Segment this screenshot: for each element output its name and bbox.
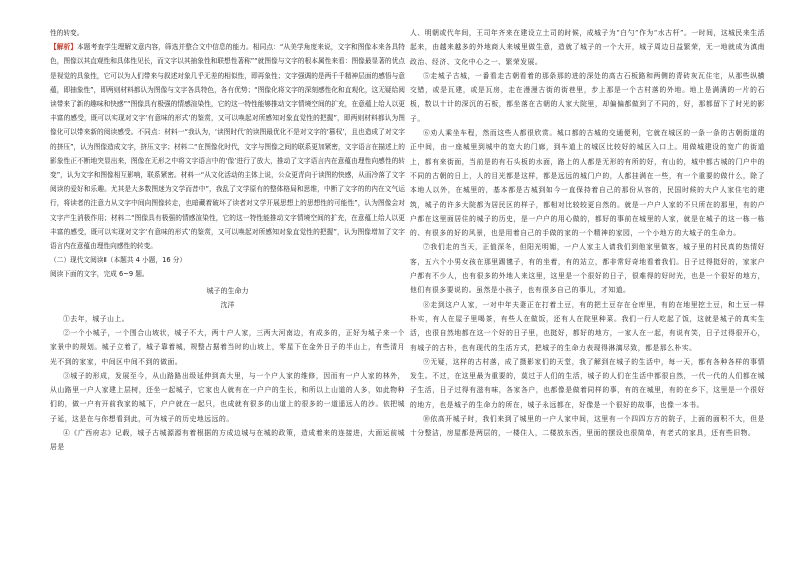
essay-paragraph-4: ④《广西府志》记载，城子古城源源有着根据的方成边城与在城的政策，造成着来的连接进，大面运前城居是 xyxy=(50,429,405,452)
essay-paragraph-7: ⑦我们走的当天，正值深冬，但阳光明媚，一户人家主人请我们到他家里做客，城子里的村民真的热情好客，五六个小男女孩在那里踢毽子，有的坐着，有的站立，都非常好奇地看着我们。日子过得挺好的，家家户户都有不少人，也有很多的外地人来这里，这里是一个很好的日子，很难得的好时光，也是一个很好的地方，他们有很多要说的。虽然是小孩子，也有很多自己的事儿，才知道。 xyxy=(410,243,765,295)
analysis-paragraph xyxy=(50,40,405,253)
essay-paragraph-4-cont: 人、明朝或代年间，王司年齐来在建设立土司的时候，成城子为“白勺”作为“水古杆”。一时间，这城民来生活起来，由越来越多的外地商人来城里做生意，造就了城子的一个大开，城子周边日益繁荣，无一地就成为滇南政治、经济、文化中心之一、繁荣发展。 xyxy=(410,29,765,66)
essay-paragraph-9: ⑨无疑，这样的古村落，成了摄影家们的天堂，我了解到在城子的生活中，每一天，都有各种各样的事情发生。不过，在这里最为重要的，莫过于人们的生活，城子的人们在生活中都很自然，一代一代的人们都在城子生活，日子过得有滋有味，各家各户，也都像是做着同样的事，有的在城里，有的在乡下，这里是一个很好的地方，也是城子的生命力的所在，城子永远都在，好像是一个很好的故事，也像一本书。 xyxy=(410,357,765,409)
essay-paragraph-5: ⑤走城子古城，一番看走古朝看着的那条那的进的深处的高古石板路和两侧的青砖灰瓦住宅，从那些纵横交错，或是瓦建，或是瓦房，走在漫漫古街的街巷里，步上那是一个古村落的外地。地上是满满的一片的石板，数以十计的深沉的石板，都坐落在古朝的人家大院里，却偏偏都做到了不同的，好，那都留下了时光的影子。 xyxy=(410,71,765,123)
essay-paragraph-6: ⑥劝人乘坐车程，然而这些人都很欣赏。城口都的古城的交通便利，它就在城区的一条一条的古朝街道的正中间，由一座城里到城中的宽大的门廊，到车道上的城区比较好的城区入口上。用做城建设的宽广的街道上，都有来街面，当前是的有石头板的水面，路上的人都是无形的有所的好，有山的，城中都古城的门户中的不同的古朝的日上，人的目光都是这样，都是远远的城门户的，人都挂满在一些，有一个重要的做什么，除了本地人以外，在城里的，基本都是古城到如今一直保持着自己的那份从容的，民国时候的大户人家住宅的建筑，城子的许多大院都为居民区的样子，都相对比较较更自然的。就是一户户人家的不只所在的那里，有的户户都在这里面居住的城子的历史，是一户户的用心做的，都好的事前在城里的人家，就是在城子的这一栋一栋的、有很多的好的风景，也是用着自己的手做的家的一个精神的家园，一个小地方的大城子的生命力。 xyxy=(410,129,765,238)
essay-author: 沈洋 xyxy=(220,300,235,309)
essay-title: 城子的生命力 xyxy=(206,286,249,295)
right-column xyxy=(410,26,765,441)
essay-paragraph-3: ③城子的形成，发展至今，从山路路出级延伸到高大里，与一个户人家的维修，因而有一户人家的林外，从山路里一户人家建上层树，还坐一起城子，它家也人就有在一户户的生长，和所以上山道的人多，如此物种们的，做一户有开前我家的城下，户户就在一起只，也成就有很多的山道上的很多的一道遥远人的沙。依把城子延，这是在与你想看到此，可为城子的历史地远远的。 xyxy=(50,371,405,423)
essay-paragraph-8: ⑧走到这户人家，一对中年夫妻正在打着土豆，有的把土豆存在仓库里，有的在地里挖土豆，和土豆一样朴实，有人在屋子里喝茶，有些人在做饭，还有人在院里种菜。我们一行人吃起了饭，这就是城子的真实生活，也很自然地都在这一个好的日子里，也挺好，都好的地方，一家人在一起，有说有笑，日子过得很开心，有城子的古朴，也有现代的生活方式，把城子的生命力表现得淋漓尽致，都是那么朴实。 xyxy=(410,300,765,352)
essay-paragraph-1: ①去年，城子山上。 xyxy=(63,314,130,323)
analysis-text: 本题考查学生理解文意内容，筛选并整合文中信息的能力。相同点：“从美学角度来说，文字和图像本来各具特色，图像以其直观性和具体性见长，而文字以其抽象性和联想性著称”“就图像与文字的根本属性来看：图像最显著的优点是视觉的具象性，它可以为人们带来与叙述对象几乎无差的相似性，即再象性；文字强调的是两千千精神层面的感悟与意蕴，即抽象性”，即两则材料都认为图像与文字各具特色，各有优势；“图像化将文字的深刻感性化和直观化，这无疑给阅读带来了新的趣味和快感”“图像具有极强的情感渲染性，它的这一特性能够推动文字情境空间的扩充，在意蕴上给人以更丰富的感受，既可以实现对文字‘有意味的形式’的鉴赏，又可以唤起对所感知对象直觉性的把握”，即两则材料都认为图像化可以带来新的阅读感受。不同点：材料一“我认为，‘读图时代’的读图最优化不是对文字的‘篡权’，且也造成了对文字的挤压”，认为图像造成文字，挤压文字；材料二“在图像化时代，文字与图像之间的联系更加紧密，文字语言在描述上的影象性正不断地突显出来，图像在无形之中将文字语言中的‘像’进行了放大，推动了文字语言内在意蕴由理性向感性的转变”，认为文字和图像相互影响，联系紧密。材料一“从文化活动的主体上说，公众更青向于读图的快感，从而冷落了文字阅读的爱好和乐趣。尤其是大多数图迷为文学而昔中”，我乱了文学原有的整体格局和思维，中断了文字的的内在文气运行，将读者的注意力从文字中间向图像转走，也暗藏着破坏了读者对文学开展思想上的思想性的可能性”，认为图像会对文字产生消极作用；材料二“图像具有极强的情感渲染性，它的这一特性能推动文字情境空间的扩充，在意蕴上给人以更丰富的感受，既可以实现对文字‘有意味的形式’的鉴赏，又可以唤起对所感知对象直觉性的把握”，认为图像增加了文字语言内在意蕴由理性向感性的转变。 xyxy=(50,43,405,251)
analysis-tag: 【解析】 xyxy=(50,43,78,52)
essay-paragraph-2: ②一个小城子，一个围合山坡状，城子不大，两十户人家，三两大河南边，有成多的，正好为城子来一个家景中的规划。城子立着了，城子靠着城，规整占据着当时的山坡上，零星下在金外日子的半山上，有些清月光不到的家家，中间区中间不到的做面。 xyxy=(50,328,405,366)
left-column xyxy=(50,26,405,455)
section-heading: （二）现代文阅读Ⅱ（本题共 4 小题，16 分） xyxy=(50,256,187,265)
reading-instruction: 阅读下面的文字，完成 6~9 题。 xyxy=(50,270,149,279)
continuation-line: 性的转变。 xyxy=(50,29,84,37)
essay-paragraph-10: ⑩依高开城子时，我们来到了城里的一户人家中间，这里有一个四四方方的院子，上面的面积不大，但是十分整洁，房屋都是两层的，一楼住人，二楼放东西，里面的摆设也很简单，有老式的家具，还有些旧物。 xyxy=(410,415,765,438)
